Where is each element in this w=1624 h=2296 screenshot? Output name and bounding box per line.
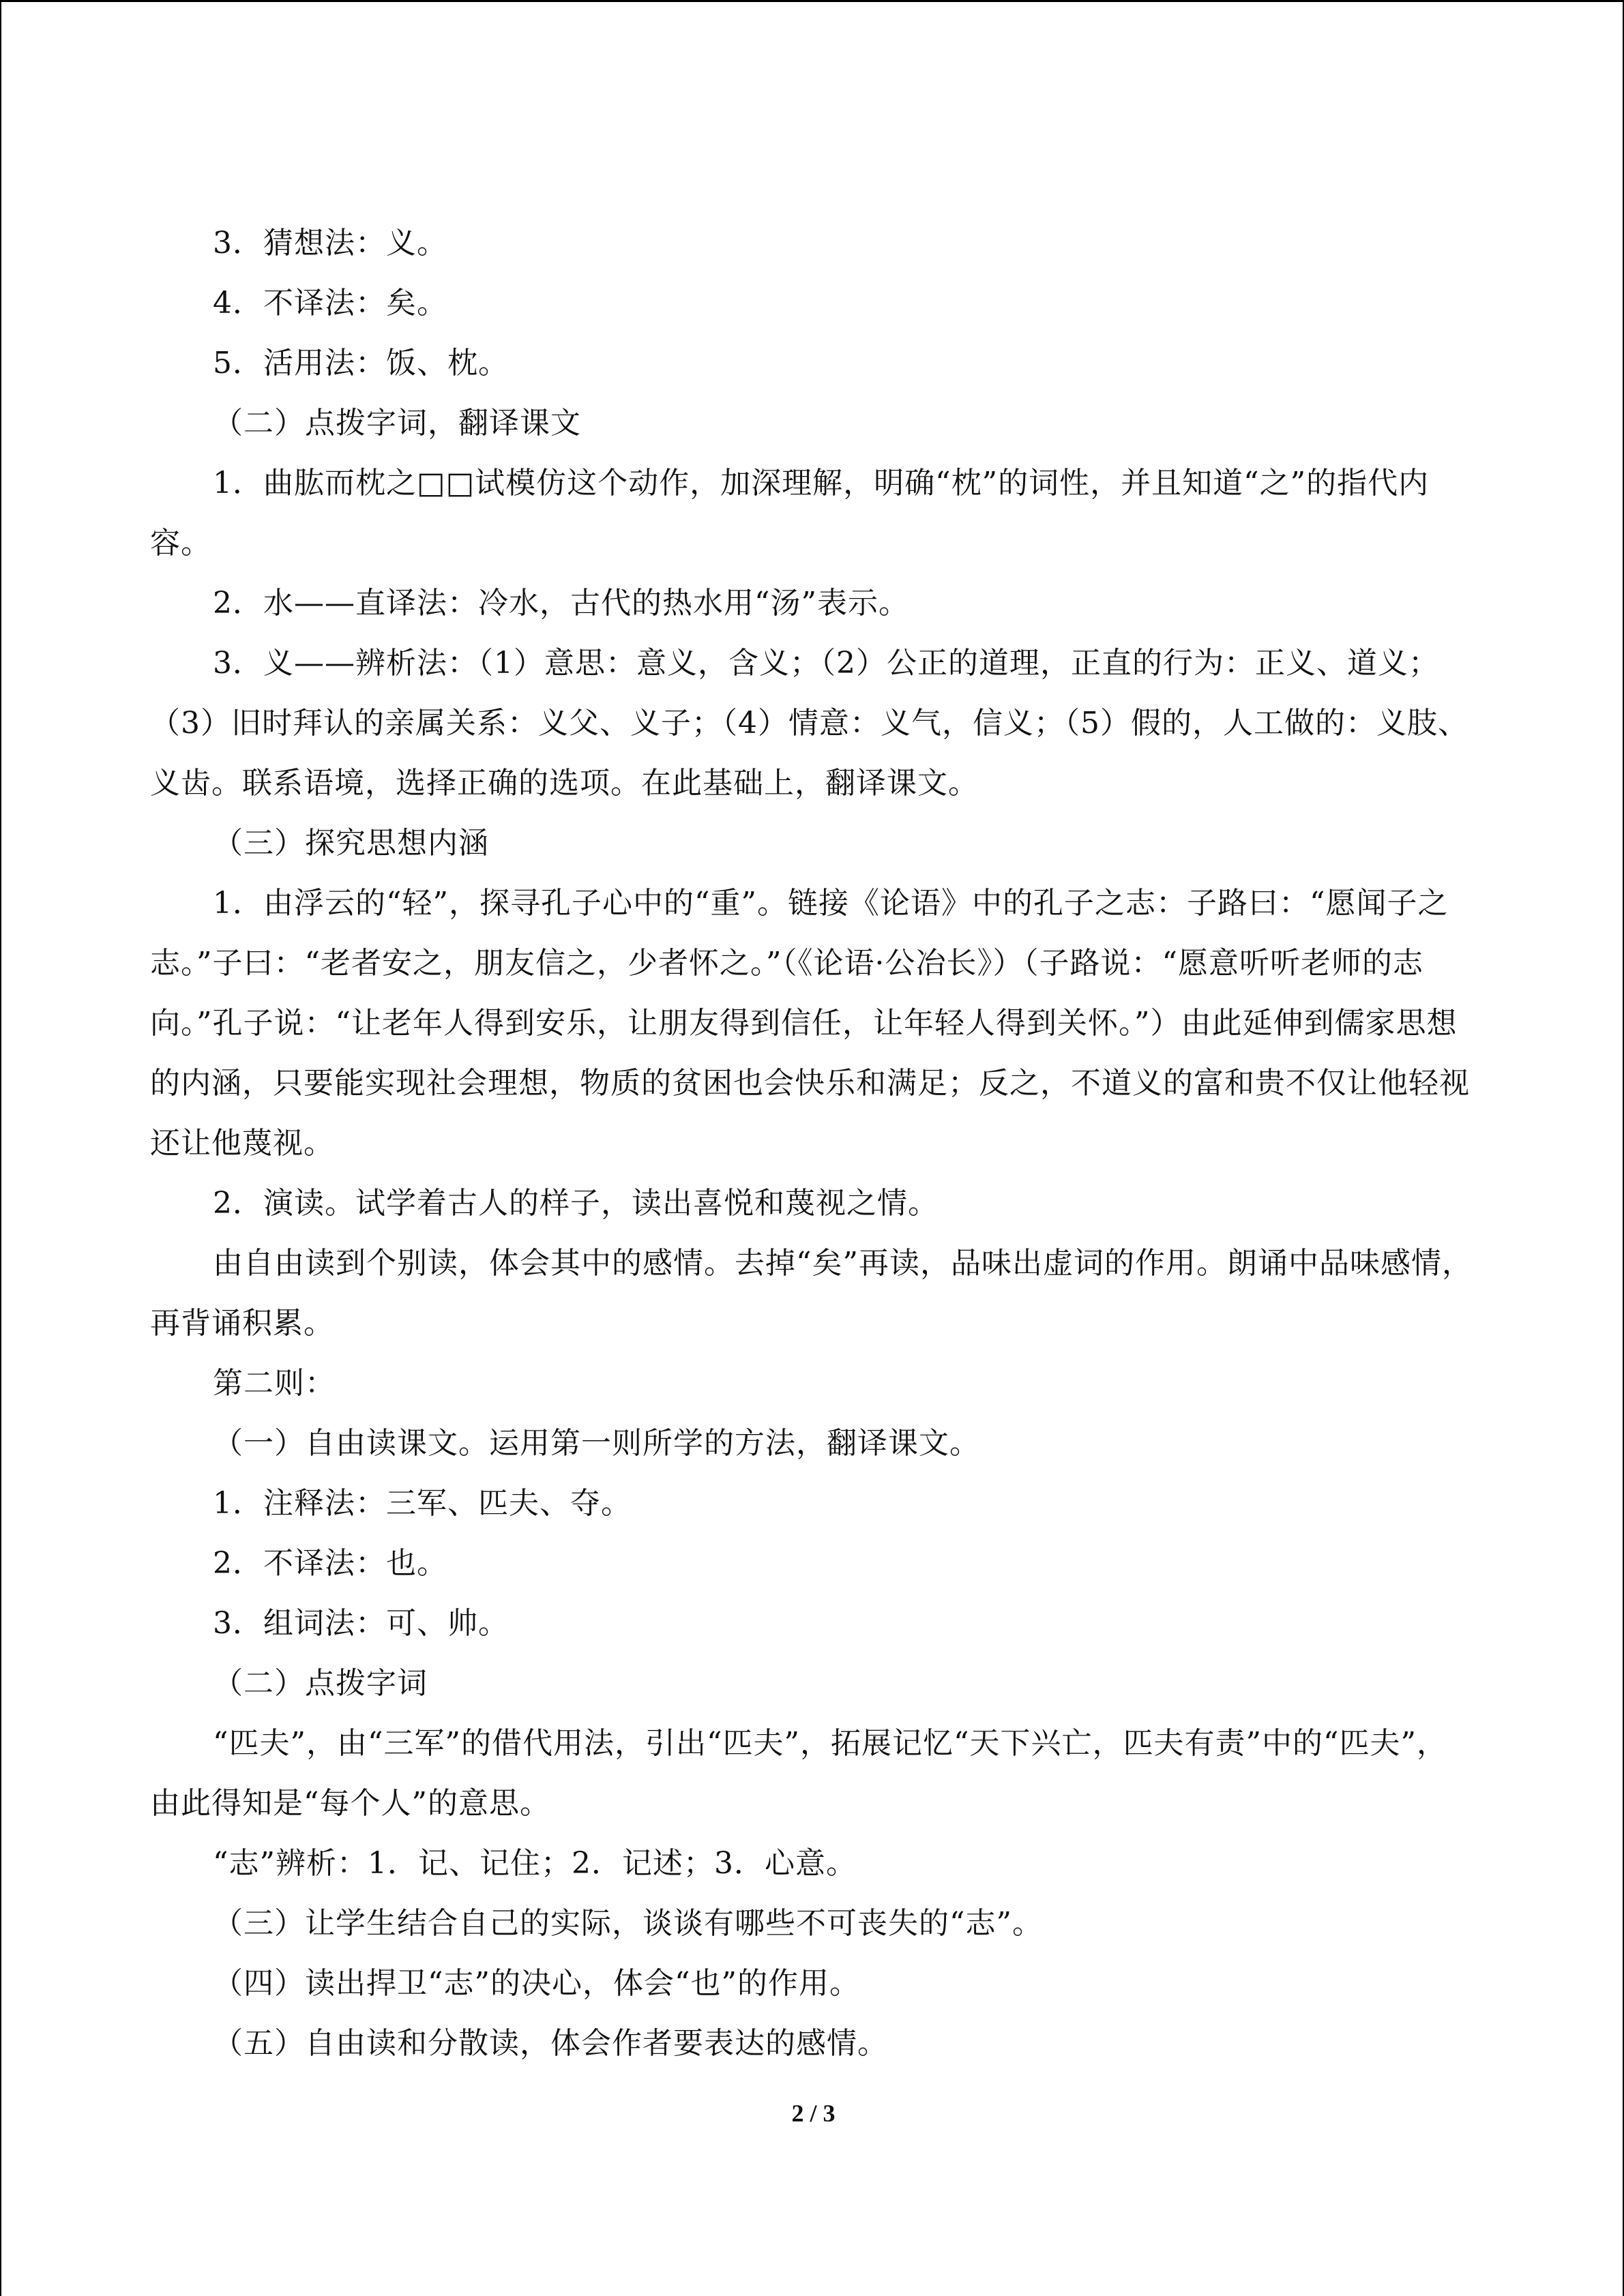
paragraph: 3．组词法：可、帅。: [213, 1606, 509, 1641]
section-heading: （五）自由读和分散读，体会作者要表达的感情。: [213, 2026, 888, 2061]
paragraph: 1．曲肱而枕之□□试模仿这个动作，加深理解，明确“枕”的词性，并且知道“之”的指代内容。: [150, 466, 1430, 561]
paragraph: 2．水——直译法：冷水，古代的热水用“汤”表示。: [213, 586, 909, 621]
paragraph: 4．不译法：矣。: [213, 286, 447, 320]
section-heading: （四）读出捍卫“志”的决心，体会“也”的作用。: [213, 1966, 860, 2001]
paragraph: “志”辨析：1．记、记住；2．记述；3．心意。: [213, 1846, 857, 1881]
section-heading: （一）自由读课文。运用第一则所学的方法，翻译课文。: [213, 1426, 980, 1461]
section-heading: （三）让学生结合自己的实际，谈谈有哪些不可丧失的“志”。: [213, 1906, 1043, 1941]
section-heading: （三）探究思想内涵: [213, 826, 489, 861]
paragraph: 2．演读。试学着古人的样子，读出喜悦和蔑视之情。: [213, 1186, 939, 1221]
paragraph: 1．注释法：三军、匹夫、夺。: [213, 1486, 632, 1521]
section-heading: （二）点拨字词，翻译课文: [213, 406, 581, 441]
paragraph: 2．不译法：也。: [213, 1546, 447, 1581]
paragraph: 3．义——辨析法：（1）意思：意义，含义；（2）公正的道理，正直的行为：正义、道义；（3）旧时拜认的亲属关系：义父、义子；（4）情意：义气，信义；（5）假的，人工做的：义肢、义齿。联系语境，选择正确的选项。在此基础上，翻译课文。: [150, 646, 1468, 801]
section-heading: 第二则：: [213, 1366, 336, 1401]
paragraph: “匹夫”，由“三军”的借代用法，引出“匹夫”，拓展记忆“天下兴亡，匹夫有责”中的“匹夫”，由此得知是“每个人”的意思。: [150, 1726, 1447, 1821]
paragraph: 5．活用法：饭、枕。: [213, 346, 509, 381]
paragraph: 3．猜想法：义。: [213, 226, 447, 260]
page-number: 2 / 3: [791, 2100, 836, 2127]
paragraph: 1．由浮云的“轻”，探寻孔子心中的“重”。链接《论语》中的孔子之志：子路曰：“愿闻子之志。”子曰：“老者安之，朋友信之，少者怀之。”（《论语·公冶长》）（子路说：“愿意听听老师的志向。”孔子说：“让老年人得到安乐，让朋友得到信任，让年轻人得到关怀。”）由此延伸到儒家思想的内涵，只要能实现社会理想，物质的贫困也会快乐和满足；反之，不道义的富和贵不仅让他轻视还让他蔑视。: [150, 886, 1470, 1161]
document-body: [150, 213, 1477, 2074]
section-heading: （二）点拨字词: [213, 1666, 428, 1701]
paragraph: 由自由读到个别读，体会其中的感情。去掉“矣”再读，品味出虚词的作用。朗诵中品味感情，再背诵积累。: [150, 1246, 1473, 1341]
